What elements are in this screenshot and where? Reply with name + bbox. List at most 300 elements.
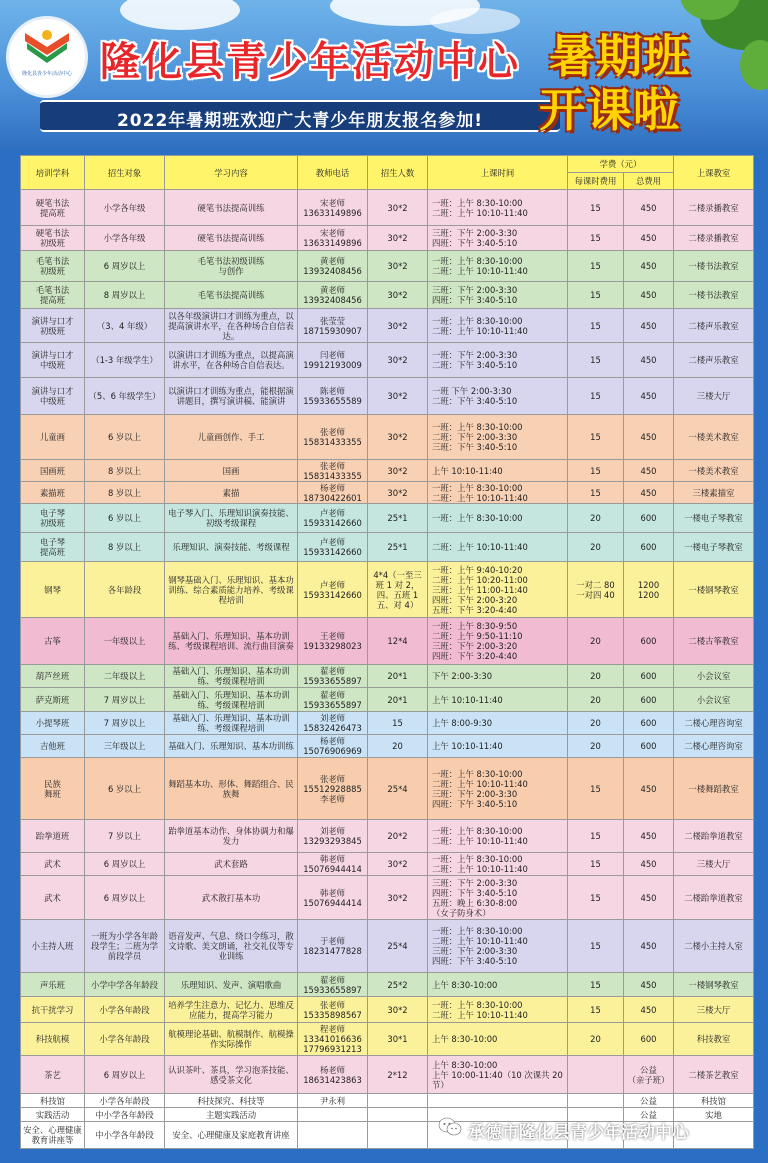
course-target: 小学各年龄段 xyxy=(85,1094,165,1108)
course-row xyxy=(21,1094,754,1108)
course-content: 以各年级演讲口才训练为重点，以提高演讲水平，在各种场合自信表达。 xyxy=(165,309,298,343)
course-count: 20*2 xyxy=(368,820,428,853)
course-target: 小学中学各年龄段 xyxy=(85,973,165,997)
badge-line-1: 暑期班 xyxy=(549,29,690,83)
subtitle-banner xyxy=(40,100,560,132)
course-time: 一班：上午 8:30-10:00 二班：上午 10:10-11:40 三班：下午 2:00-3:30 四班：下午 3:40-5:10 xyxy=(428,758,568,820)
course-subject: 科技航模 xyxy=(21,1023,85,1056)
course-fee-per: 20 xyxy=(568,712,624,735)
badge-line-2: 开课啦 xyxy=(539,83,680,137)
course-fee-per: 20 xyxy=(568,665,624,688)
course-room: 二楼心理咨询室 xyxy=(674,735,754,758)
course-count: 4*4（一至三班 1 对 2，四、五班 1 五、对 4） xyxy=(368,562,428,618)
course-row xyxy=(21,876,754,920)
course-teacher: 卢老师 15933142660 xyxy=(298,504,368,533)
course-content: 基础入门、乐理知识、基本功训练、考级课程培训、流行曲目演奏 xyxy=(165,618,298,665)
course-room: 二楼跆拳道教室 xyxy=(674,876,754,920)
course-teacher: 刘老师 13293293845 xyxy=(298,820,368,853)
course-content: 以演讲口才训练为重点，能根据演讲题目，撰写演讲稿、能演讲 xyxy=(165,378,298,415)
course-target: （3、4 年级） xyxy=(85,309,165,343)
course-room: 二楼小主持人室 xyxy=(674,920,754,973)
course-count: 30*2 xyxy=(368,343,428,378)
course-subject: 小主持人班 xyxy=(21,920,85,973)
course-content: 基础入门、乐理知识、基本功训练、考级课程培训 xyxy=(165,712,298,735)
header-fee-per: 每课时费用 xyxy=(568,173,624,190)
course-count: 30*2 xyxy=(368,482,428,504)
course-teacher: 刘老师 15832426473 xyxy=(298,712,368,735)
course-teacher: 张老师 15512928885 李老师 xyxy=(298,758,368,820)
course-count: 20*1 xyxy=(368,688,428,712)
course-fee-per: 15 xyxy=(568,343,624,378)
course-row xyxy=(21,997,754,1023)
course-target: 6 岁以上 xyxy=(85,758,165,820)
course-teacher: 卢老师 15933142660 xyxy=(298,533,368,562)
course-row xyxy=(21,533,754,562)
course-fee-total: 450 xyxy=(624,190,674,226)
course-fee-per: 15 xyxy=(568,820,624,853)
course-count: 25*2 xyxy=(368,973,428,997)
course-count: 30*2 xyxy=(368,876,428,920)
course-fee-per: 15 xyxy=(568,378,624,415)
course-teacher: 杨老师 15076906969 xyxy=(298,735,368,758)
course-target: 6 岁以上 xyxy=(85,415,165,460)
course-target: 一年级以上 xyxy=(85,618,165,665)
course-fee-per: 20 xyxy=(568,735,624,758)
course-target: 6 周岁以上 xyxy=(85,251,165,282)
course-subject: 安全、心理健康教育讲座等 xyxy=(21,1122,85,1149)
course-time: 上午 10:10-11:40 xyxy=(428,735,568,758)
course-teacher: 翟老师 15933655897 xyxy=(298,665,368,688)
course-time: 三班：下午 2:00-3:30 四班：下午 3:40-5:10 xyxy=(428,226,568,251)
course-subject: 演讲与口才 中级班 xyxy=(21,378,85,415)
course-target: 7 岁以上 xyxy=(85,820,165,853)
course-subject: 素描班 xyxy=(21,482,85,504)
course-target: 8 岁以上 xyxy=(85,460,165,482)
course-target: 中小学各年龄段 xyxy=(85,1108,165,1122)
course-count: 30*2 xyxy=(368,309,428,343)
course-row xyxy=(21,973,754,997)
course-room: 二楼心理咨询室 xyxy=(674,712,754,735)
course-subject: 钢琴 xyxy=(21,562,85,618)
course-row xyxy=(21,415,754,460)
course-fee-total: 450 xyxy=(624,282,674,309)
course-content: 基础入门、乐理知识、基本功训练 xyxy=(165,735,298,758)
course-subject: 硬笔书法 初级班 xyxy=(21,226,85,251)
course-target: 各年龄段 xyxy=(85,562,165,618)
course-row xyxy=(21,343,754,378)
course-subject: 电子琴 初级班 xyxy=(21,504,85,533)
course-row xyxy=(21,735,754,758)
course-room: 三楼大厅 xyxy=(674,997,754,1023)
course-teacher: 翟老师 15933655897 xyxy=(298,688,368,712)
course-time: 一班：下午 2:00-3:30 二班：下午 3:40-5:10 xyxy=(428,343,568,378)
course-count xyxy=(368,1094,428,1108)
course-fee-total: 450 xyxy=(624,415,674,460)
course-fee-total: 公益 （亲子班） xyxy=(624,1056,674,1094)
course-time: 上午 8:00-9:30 xyxy=(428,712,568,735)
page-title: 隆化县青少年活动中心 xyxy=(100,39,520,85)
course-count: 2*12 xyxy=(368,1056,428,1094)
course-target: 二年级以上 xyxy=(85,665,165,688)
course-room: 一楼美术教室 xyxy=(674,415,754,460)
course-content: 基础入门、乐理知识、基本功训练、考级课程培训 xyxy=(165,688,298,712)
course-target: 6 岁以上 xyxy=(85,504,165,533)
course-fee-total: 600 xyxy=(624,665,674,688)
course-teacher xyxy=(298,1122,368,1149)
course-row xyxy=(21,920,754,973)
course-count: 30*2 xyxy=(368,415,428,460)
course-time: 下午 2:00-3:30 xyxy=(428,665,568,688)
course-content: 国画 xyxy=(165,460,298,482)
course-count: 30*2 xyxy=(368,460,428,482)
course-target: 一班为小学各年龄段学生；二班为学前段学员 xyxy=(85,920,165,973)
course-room: 小会议室 xyxy=(674,688,754,712)
course-fee-total: 450 xyxy=(624,853,674,876)
course-row xyxy=(21,688,754,712)
course-fee-per: 15 xyxy=(568,190,624,226)
course-teacher: 杨老师 18631423863 xyxy=(298,1056,368,1094)
course-subject: 吉他班 xyxy=(21,735,85,758)
course-row xyxy=(21,820,754,853)
course-subject: 小提琴班 xyxy=(21,712,85,735)
course-content: 电子琴入门、乐理知识演奏技能、初级考级课程 xyxy=(165,504,298,533)
course-time: 一班：上午 8:30-10:00 xyxy=(428,504,568,533)
course-room: 三楼大厅 xyxy=(674,378,754,415)
course-fee-total: 600 xyxy=(624,504,674,533)
course-time: 一班：上午 8:30-10:00 二班：下午 2:00-3:30 三班：下午 3:40-5:10 xyxy=(428,415,568,460)
course-teacher: 张老师 15335898567 xyxy=(298,997,368,1023)
course-content: 安全、心理健康及家庭教育讲座 xyxy=(165,1122,298,1149)
header-content: 学习内容 xyxy=(165,156,298,190)
course-content: 硬笔书法提高训练 xyxy=(165,226,298,251)
course-content: 素描 xyxy=(165,482,298,504)
course-target: （5、6 年级学生） xyxy=(85,378,165,415)
course-teacher: 于老师 18231477828 xyxy=(298,920,368,973)
course-teacher: 宋老师 13633149896 xyxy=(298,226,368,251)
course-count: 25*4 xyxy=(368,758,428,820)
course-subject: 儿童画 xyxy=(21,415,85,460)
course-count xyxy=(368,1122,428,1149)
logo xyxy=(6,16,88,98)
course-fee-total: 450 xyxy=(624,309,674,343)
course-room: 一楼美术教室 xyxy=(674,460,754,482)
course-row xyxy=(21,226,754,251)
course-fee-total: 450 xyxy=(624,343,674,378)
course-row xyxy=(21,282,754,309)
course-room: 一楼电子琴教室 xyxy=(674,504,754,533)
course-content: 钢琴基础入门、乐理知识、基本功训练、综合素质能力培养、考级课程培训 xyxy=(165,562,298,618)
course-content: 武术散打基本功 xyxy=(165,876,298,920)
course-teacher: 张莹莹 18715930907 xyxy=(298,309,368,343)
course-target: 6 周岁以上 xyxy=(85,1056,165,1094)
course-count: 30*2 xyxy=(368,190,428,226)
course-target: 中小学各年龄段 xyxy=(85,1122,165,1149)
course-room: 二楼古筝教室 xyxy=(674,618,754,665)
logo-emblem-icon xyxy=(19,27,75,67)
course-count: 20 xyxy=(368,735,428,758)
course-fee-total: 公益 xyxy=(624,1094,674,1108)
header-teacher: 教师电话 xyxy=(298,156,368,190)
course-fee-total: 600 xyxy=(624,1023,674,1056)
course-row xyxy=(21,1023,754,1056)
course-row xyxy=(21,1056,754,1094)
course-row xyxy=(21,504,754,533)
course-content: 培养学生注意力、记忆力、思维反应能力，提高学习能力 xyxy=(165,997,298,1023)
course-room: 一楼书法教室 xyxy=(674,251,754,282)
course-fee-per: 20 xyxy=(568,618,624,665)
course-fee-total: 450 xyxy=(624,460,674,482)
course-room: 科技馆 xyxy=(674,1094,754,1108)
course-time: 一班：上午 8:30-10:00 二班：上午 10:10-11:40 xyxy=(428,309,568,343)
course-table xyxy=(20,155,754,1149)
course-row xyxy=(21,482,754,504)
course-fee-total: 600 xyxy=(624,712,674,735)
course-subject: 毛笔书法 初级班 xyxy=(21,251,85,282)
course-subject: 武术 xyxy=(21,853,85,876)
course-fee-total: 600 xyxy=(624,618,674,665)
course-teacher: 闫老师 19912193009 xyxy=(298,343,368,378)
course-target: 8 周岁以上 xyxy=(85,282,165,309)
course-row xyxy=(21,712,754,735)
course-fee-per: 一对二 80 一对四 40 xyxy=(568,562,624,618)
course-fee-total: 450 xyxy=(624,378,674,415)
course-time: 一班：上午 9:40-10:20 二班：上午 10:20-11:00 三班：上午 11:00-11:40 四班：下午 2:00-3:20 五班：下午 3:20-4:40 xyxy=(428,562,568,618)
course-count: 20*1 xyxy=(368,665,428,688)
course-time: 上午 8:30-10:00 xyxy=(428,1023,568,1056)
course-target: 8 岁以上 xyxy=(85,482,165,504)
course-fee-total: 450 xyxy=(624,876,674,920)
course-teacher: 韩老师 15076944414 xyxy=(298,876,368,920)
course-row xyxy=(21,562,754,618)
course-content: 航模理论基础、航模制作、航模操作实际操作 xyxy=(165,1023,298,1056)
course-fee-total: 450 xyxy=(624,920,674,973)
course-room: 二楼茶艺教室 xyxy=(674,1056,754,1094)
course-subject: 古筝 xyxy=(21,618,85,665)
course-target: 小学各年级 xyxy=(85,190,165,226)
course-content: 儿童画创作、手工 xyxy=(165,415,298,460)
course-count: 25*1 xyxy=(368,504,428,533)
watermark-text: 承德市隆化县青少年活动中心 xyxy=(468,1123,689,1143)
course-fee-total: 450 xyxy=(624,226,674,251)
course-count: 30*2 xyxy=(368,853,428,876)
course-time: 一班：上午 8:30-10:00 二班：上午 10:10-11:40 xyxy=(428,251,568,282)
course-room: 科技教室 xyxy=(674,1023,754,1056)
course-fee-per: 15 xyxy=(568,920,624,973)
course-count: 30*2 xyxy=(368,997,428,1023)
course-row xyxy=(21,853,754,876)
logo-caption: 隆化县青少年活动中心 xyxy=(21,71,72,77)
course-fee-per: 15 xyxy=(568,309,624,343)
course-content: 舞蹈基本功、形体、舞蹈组合、民族舞 xyxy=(165,758,298,820)
course-table-body xyxy=(21,190,754,1149)
course-teacher: 宋老师 13633149896 xyxy=(298,190,368,226)
course-time: 一班：上午 8:30-10:00 二班：上午 10:10-11:40 xyxy=(428,190,568,226)
course-subject: 茶艺 xyxy=(21,1056,85,1094)
course-count: 15 xyxy=(368,712,428,735)
course-fee-total: 450 xyxy=(624,758,674,820)
course-fee-total: 450 xyxy=(624,997,674,1023)
course-count xyxy=(368,1108,428,1122)
course-subject: 跆拳道班 xyxy=(21,820,85,853)
course-fee-per: 15 xyxy=(568,482,624,504)
course-fee-per: 20 xyxy=(568,1023,624,1056)
course-subject: 硬笔书法 提高班 xyxy=(21,190,85,226)
course-target: （1-3 年级学生） xyxy=(85,343,165,378)
course-row xyxy=(21,378,754,415)
course-content: 武术套路 xyxy=(165,853,298,876)
header-count: 招生人数 xyxy=(368,156,428,190)
course-teacher: 翟老师 15933655897 xyxy=(298,973,368,997)
course-count: 25*1 xyxy=(368,533,428,562)
course-time xyxy=(428,1094,568,1108)
course-subject: 国画班 xyxy=(21,460,85,482)
course-time: 一班：上午 8:30-10:00 二班：上午 10:10-11:40 三班：下午 2:00-3:30 四班：下午 3:40-5:10 xyxy=(428,920,568,973)
course-count: 25*4 xyxy=(368,920,428,973)
course-fee-per: 20 xyxy=(568,504,624,533)
course-time: 上午 8:30-10:00 xyxy=(428,973,568,997)
course-row xyxy=(21,190,754,226)
course-fee-per: 15 xyxy=(568,282,624,309)
course-content: 硬笔书法提高训练 xyxy=(165,190,298,226)
course-target: 三年级以上 xyxy=(85,735,165,758)
course-count: 30*2 xyxy=(368,378,428,415)
course-teacher: 杨老师 18730422601 xyxy=(298,482,368,504)
course-row xyxy=(21,309,754,343)
course-target: 7 周岁以上 xyxy=(85,688,165,712)
course-room: 一楼舞蹈教室 xyxy=(674,758,754,820)
course-target: 6 周岁以上 xyxy=(85,876,165,920)
course-fee-total: 公益 xyxy=(624,1108,674,1122)
course-room: 一楼电子琴教室 xyxy=(674,533,754,562)
subtitle: 2022年暑期班欢迎广大青少年朋友报名参加! xyxy=(116,111,484,131)
course-subject: 科技馆 xyxy=(21,1094,85,1108)
course-teacher xyxy=(298,1108,368,1122)
course-fee-per xyxy=(568,1056,624,1094)
course-content: 乐理知识、发声、演唱歌曲 xyxy=(165,973,298,997)
course-fee-per xyxy=(568,1094,624,1108)
course-time: 上午 10:10-11:40 xyxy=(428,460,568,482)
course-subject: 民族 舞班 xyxy=(21,758,85,820)
course-count: 30*1 xyxy=(368,1023,428,1056)
course-subject: 电子琴 提高班 xyxy=(21,533,85,562)
course-room: 二楼录播教室 xyxy=(674,190,754,226)
course-time: 一班 下午 2:00-3:30 二班：下午 3:40-5:10 xyxy=(428,378,568,415)
cloud-decoration xyxy=(120,0,240,30)
course-fee-total: 450 xyxy=(624,820,674,853)
course-content: 科技探究、科技等 xyxy=(165,1094,298,1108)
course-teacher: 韩老师 15076944414 xyxy=(298,853,368,876)
course-subject: 毛笔书法 提高班 xyxy=(21,282,85,309)
course-subject: 葫芦丝班 xyxy=(21,665,85,688)
course-teacher: 张老师 15831433355 xyxy=(298,460,368,482)
watermark xyxy=(468,1118,689,1143)
course-teacher: 黄老师 13932408456 xyxy=(298,282,368,309)
course-fee-per: 15 xyxy=(568,973,624,997)
course-fee-per: 20 xyxy=(568,533,624,562)
course-fee-total: 450 xyxy=(624,973,674,997)
course-fee-per: 20 xyxy=(568,688,624,712)
course-fee-total: 600 xyxy=(624,533,674,562)
course-target: 8 岁以上 xyxy=(85,533,165,562)
course-room: 二楼声乐教室 xyxy=(674,343,754,378)
course-time: 二班：上午 10:10-11:40 xyxy=(428,533,568,562)
course-row xyxy=(21,618,754,665)
header-fee-total: 总费用 xyxy=(624,173,674,190)
course-content: 基础入门、乐理知识、基本功训练、考级课程培训 xyxy=(165,665,298,688)
course-fee-total: 600 xyxy=(624,688,674,712)
course-row xyxy=(21,665,754,688)
header-subject: 培训学科 xyxy=(21,156,85,190)
course-content: 毛笔书法提高训练 xyxy=(165,282,298,309)
course-row xyxy=(21,758,754,820)
course-time: 上午 10:10-11:40 xyxy=(428,688,568,712)
course-row xyxy=(21,460,754,482)
course-target: 小学各年龄段 xyxy=(85,1023,165,1056)
course-fee-per: 15 xyxy=(568,758,624,820)
course-teacher: 程老师 13341016636 17796931213 xyxy=(298,1023,368,1056)
course-room: 二楼声乐教室 xyxy=(674,309,754,343)
course-fee-per: 15 xyxy=(568,251,624,282)
course-table-wrapper xyxy=(20,155,753,1145)
header-target: 招生对象 xyxy=(85,156,165,190)
course-subject: 武术 xyxy=(21,876,85,920)
course-fee-total: 600 xyxy=(624,735,674,758)
course-subject: 萨克斯班 xyxy=(21,688,85,712)
course-target: 7 周岁以上 xyxy=(85,712,165,735)
course-room: 一楼钢琴教室 xyxy=(674,973,754,997)
course-time: 三班：下午 2:00-3:30 四班：下午 3:40-5:10 五班：晚上 6:30-8:00 （女子防身术） xyxy=(428,876,568,920)
course-teacher: 陈老师 15933655589 xyxy=(298,378,368,415)
header-banner xyxy=(0,0,768,150)
course-room: 三楼素描室 xyxy=(674,482,754,504)
course-count: 30*2 xyxy=(368,226,428,251)
course-subject: 声乐班 xyxy=(21,973,85,997)
course-subject: 抗干扰学习 xyxy=(21,997,85,1023)
course-content: 主题实践活动 xyxy=(165,1108,298,1122)
course-room: 二楼跆拳道教室 xyxy=(674,820,754,853)
course-fee-per: 15 xyxy=(568,853,624,876)
course-subject: 演讲与口才 中级班 xyxy=(21,343,85,378)
course-row xyxy=(21,251,754,282)
course-teacher: 黄老师 13932408456 xyxy=(298,251,368,282)
course-time: 一班：上午 8:30-10:00 二班：上午 10:10-11:40 xyxy=(428,997,568,1023)
course-fee-total: 450 xyxy=(624,251,674,282)
course-target: 小学各年级 xyxy=(85,226,165,251)
course-time: 一班：上午 8:30-10:00 二班：上午 10:10-11:40 xyxy=(428,482,568,504)
course-time: 三班：下午 2:00-3:30 四班：下午 3:40-5:10 xyxy=(428,282,568,309)
course-time: 一班：上午 8:30-10:00 二班：上午 10:10-11:40 xyxy=(428,820,568,853)
course-content: 乐理知识、演奏技能、考级课程 xyxy=(165,533,298,562)
course-content: 语音发声、气息、绕口令练习，散文诗歌、美文朗诵，社交礼仪等专业训练 xyxy=(165,920,298,973)
course-content: 以演讲口才训练为重点，以提高演讲水平，在各种场合自信表达。 xyxy=(165,343,298,378)
course-content: 毛笔书法初级训练 与创作 xyxy=(165,251,298,282)
course-count: 30*2 xyxy=(368,282,428,309)
course-teacher: 卢老师 15933142660 xyxy=(298,562,368,618)
course-target: 6 周岁以上 xyxy=(85,853,165,876)
course-subject: 演讲与口才 初级班 xyxy=(21,309,85,343)
course-fee-per: 15 xyxy=(568,876,624,920)
course-content: 跆拳道基本动作、身体协调力和爆发力 xyxy=(165,820,298,853)
course-fee-total: 450 xyxy=(624,482,674,504)
header-room: 上课教室 xyxy=(674,156,754,190)
course-teacher: 王老师 19133298023 xyxy=(298,618,368,665)
course-room: 二楼录播教室 xyxy=(674,226,754,251)
course-room: 实地 xyxy=(674,1108,754,1122)
header-fee: 学费（元） xyxy=(568,156,674,173)
course-fee-per: 15 xyxy=(568,997,624,1023)
course-count: 30*2 xyxy=(368,251,428,282)
course-room: 三楼大厅 xyxy=(674,853,754,876)
